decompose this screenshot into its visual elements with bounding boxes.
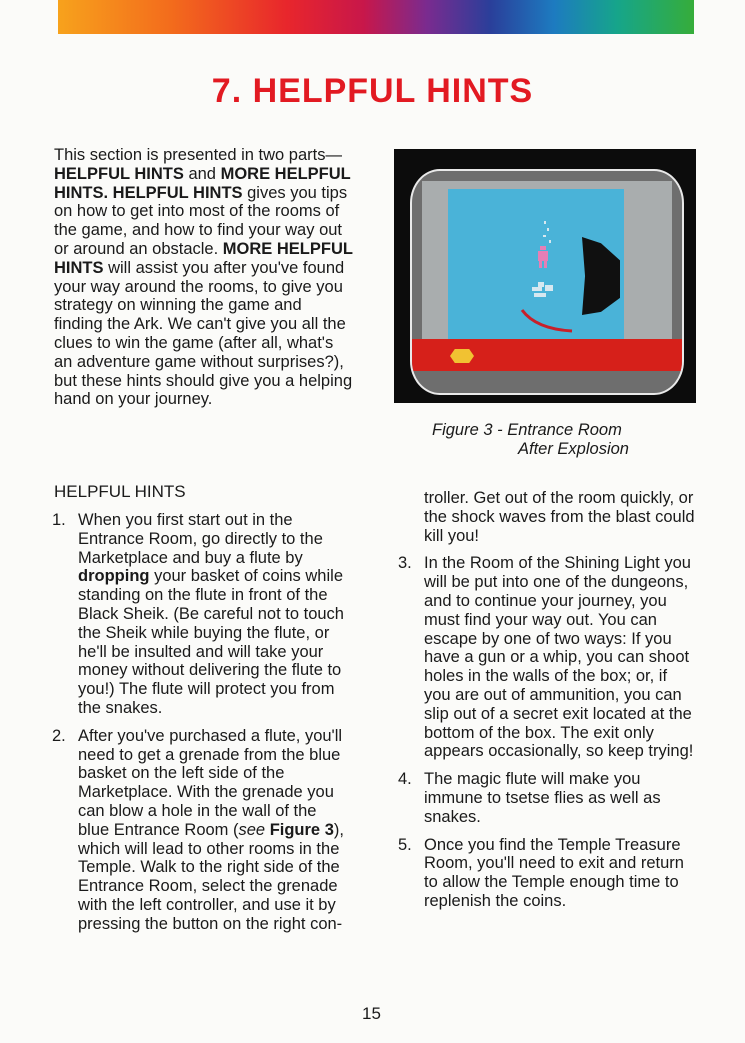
hint-item	[398, 836, 698, 911]
game-playfield	[422, 181, 672, 339]
hint-text-part: ), which will lead to other rooms in the Temple. Walk to the right side of the Entrance Room, select the grenade with the left controller, and use it by pressing the button on the right con-	[78, 820, 344, 933]
intro-text: This section is presented in two parts—	[54, 146, 342, 164]
caption-line-2: After Explosion	[518, 440, 629, 458]
hint-number: 4.	[398, 770, 412, 789]
caption-line-1: Figure 3 - Entrance Room	[432, 421, 622, 439]
intro-text: and	[183, 164, 221, 183]
figure-3-screenshot	[394, 149, 696, 403]
hint-item	[52, 511, 352, 718]
hint-number: 5.	[398, 835, 412, 854]
hint-text: In the Room of the Shining Light you will be put into one of the dungeons, and to continue your journey, you must find your way out. You can escape by one of two ways: If you have a gun or a whip, you can shoot holes in the walls of the box; or, if you are out of ammunition, you can slip out of a secret exit located at the bottom of the box. The exit only appears occasionally, so keep trying!	[424, 554, 694, 761]
hints-column-left	[52, 511, 352, 943]
hint-text	[78, 727, 352, 934]
explosion-debris	[543, 221, 551, 243]
hint-item	[398, 770, 698, 826]
hint-number: 1.	[52, 511, 66, 529]
intro-bold: HELPFUL HINTS	[54, 164, 184, 183]
hint-text: The magic flute will make you immune to tsetse flies as well as snakes.	[424, 770, 661, 826]
hint-text: Once you find the Temple Treasure Room, you'll need to exit and return to allow the Temple enough time to replenish the coins.	[424, 835, 684, 910]
basket-icon	[450, 349, 474, 363]
hint-text-part: your basket of coins while standing on the flute in front of the Black Sheik. (Be careful not to touch the Sheik while buying the flute, or he'll be insulted and will take your money without delivering the flute to you!) The flute will protect you from the snakes.	[78, 567, 344, 717]
hints-column-right	[398, 489, 698, 920]
whip-trail	[522, 310, 572, 331]
page-number: 15	[362, 1004, 381, 1023]
hint-continuation: troller. Get out of the room quickly, or the shock waves from the blast could kill you!	[424, 489, 695, 545]
entrance-room	[448, 189, 624, 339]
intro-bold: MORE HELPFUL HINTS. HELPFUL HINTS	[54, 164, 351, 202]
hint-number: 2.	[52, 726, 66, 745]
hint-item	[398, 554, 698, 761]
hint-text-part: After you've purchased a flute, you'll need to get a grenade from the blue basket on the left side of the Marketplace. With the grenade you can blow a hole in the wall of the blue Entrance Room (	[78, 726, 343, 839]
intro-paragraph	[54, 146, 354, 409]
indy-sprite	[538, 246, 548, 268]
section-heading: HELPFUL HINTS	[54, 482, 186, 501]
intro-text: gives you tips on how to get into most of the rooms of the game, and how to find your way out or around an obstacle.	[54, 183, 348, 258]
tv-screen	[410, 169, 684, 395]
hint-text	[78, 511, 352, 718]
hint-text-bold: Figure 3	[265, 820, 334, 839]
hint-text-bold: dropping	[78, 567, 150, 586]
figure-caption	[398, 421, 698, 459]
hint-text-part: When you first start out in the Entrance Room, go directly to the Marketplace and buy a flute by	[78, 511, 323, 567]
inventory-bar	[412, 339, 682, 371]
hint-number: 3.	[398, 554, 412, 573]
page-title: 7. HELPFUL HINTS	[211, 72, 534, 110]
rainbow-header-bar	[58, 0, 694, 34]
hint-item	[52, 727, 352, 934]
intro-text: will assist you after you've found your way around the rooms, to give you strategy on winning the game and finding the Ark. We can't give you all the clues to win the game (after all, what's an adventure game without surprises?), but these hints should give you a helping hand on your journey.	[54, 258, 353, 409]
hint-text-italic: see	[238, 820, 266, 839]
tsetse-fly-sprite	[532, 282, 553, 297]
intro-bold: MORE HELPFUL HINTS	[54, 239, 353, 277]
